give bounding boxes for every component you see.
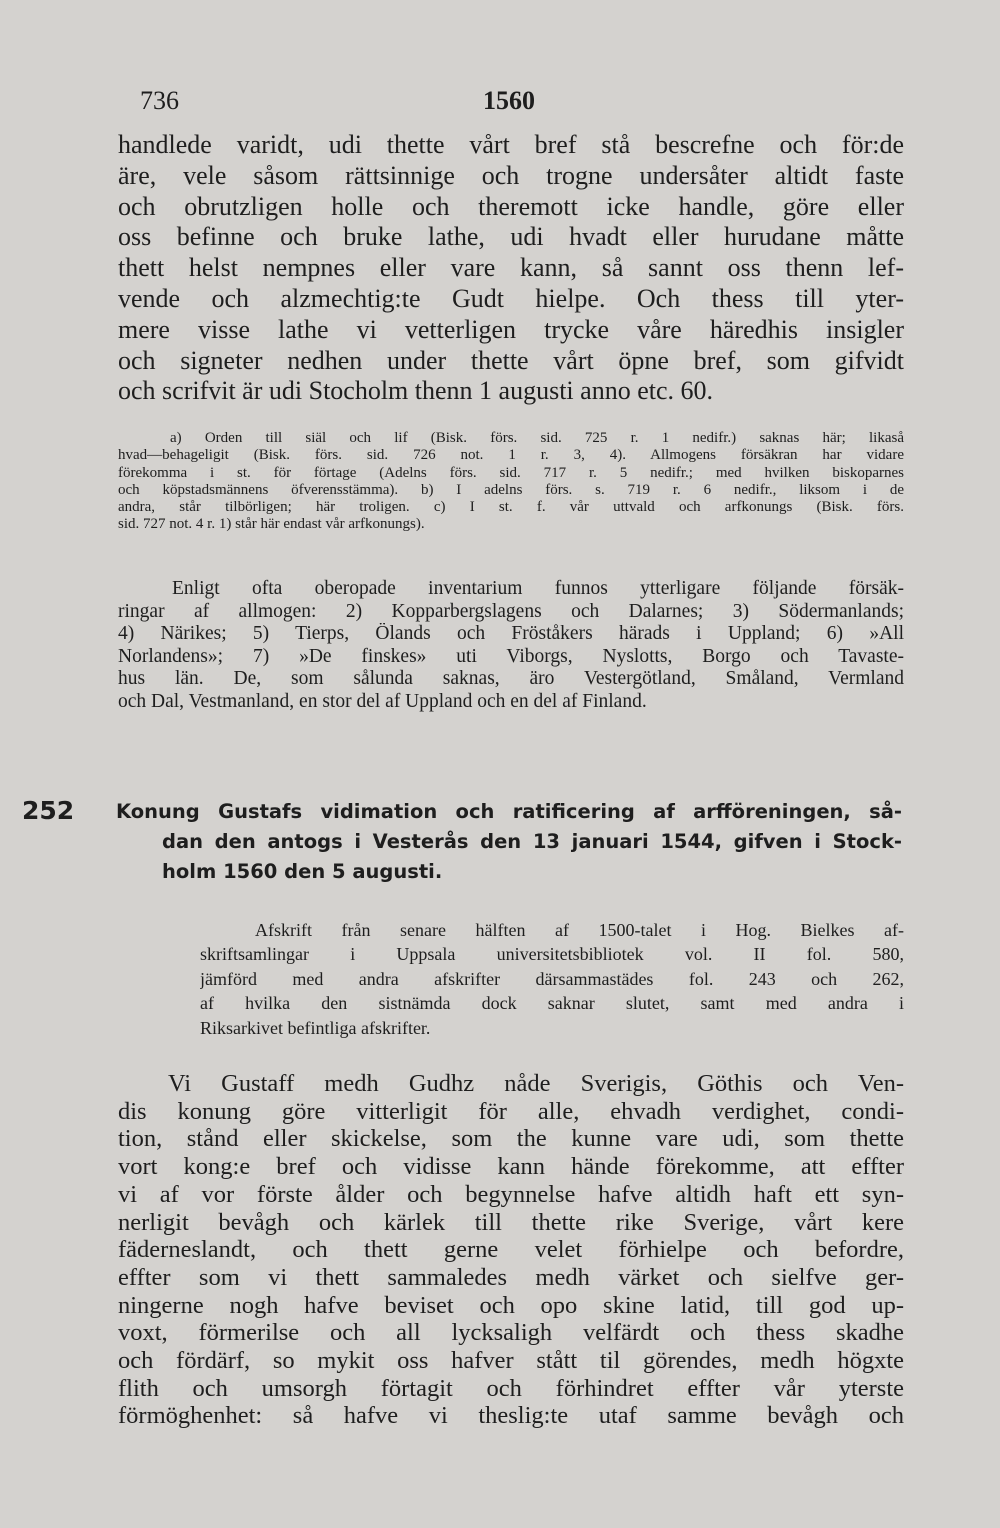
- text-line: äre, vele såsom rättsinnige och trogne undersåter altidt faste: [118, 160, 904, 190]
- letter-line: och fördärf, so mykit oss hafver stått til görendes, medh högxte: [118, 1347, 904, 1375]
- letter-line: flith och umsorgh förtagit och förhindret effter vår yterste: [118, 1374, 904, 1402]
- letter-line: nerligit bevågh och kärlek till thette rike Sverige, vårt kere: [118, 1208, 904, 1236]
- source-line: af hvilka den sistnämda dock saknar slutet, samt med andra i: [200, 993, 904, 1014]
- note-line: Norlandens»; 7) »De finskes» uti Viborgs, Nyslotts, Borgo och Tavaste-: [118, 645, 904, 667]
- note-line: ringar af allmogen: 2) Kopparbergslagens och Dalarnes; 3) Södermanlands;: [118, 600, 904, 622]
- source-line: Riksarkivet befintliga afskrifter.: [200, 1017, 431, 1038]
- text-line: oss befinne och bruke lathe, udi hvadt eller hurudane måtte: [118, 222, 904, 252]
- letter-line: voxt, förmerilse och all lycksaligh velfärdt och thess skadhe: [118, 1319, 904, 1347]
- heading-line: dan den antogs i Vesterås den 13 januari 1544, gifven i Stock-: [162, 830, 902, 853]
- note-line: och Dal, Vestmanland, en stor del af Uppland och en del af Finland.: [118, 690, 647, 712]
- heading-line: holm 1560 den 5 augusti.: [162, 860, 443, 883]
- text-line: och obrutzligen holle och theremott icke handle, göre eller: [118, 191, 904, 221]
- letter-line: fäderneslandt, och thett gerne velet förhielpe och befordre,: [118, 1236, 904, 1264]
- letter-text: [118, 1070, 904, 1430]
- letter-line: Vi Gustaff medh Gudhz nåde Sverigis, Göthis och Ven-: [168, 1070, 904, 1097]
- source-line: Afskrift från senare hälften af 1500-talet i Hog. Bielkes af-: [255, 920, 904, 940]
- footnotes: [118, 430, 904, 534]
- footnote-line: andra, står tilbörligen; här troligen. c) I st. f. vår uttvald och arfkonungs (Bisk. förs.: [118, 499, 904, 516]
- running-head-year: 1560: [483, 86, 535, 115]
- text-line: och signeter nedhen under thette vårt öpne bref, som gifvidt: [118, 345, 904, 375]
- footnote-line: hvad—behageligit (Bisk. förs. sid. 726 not. 1 r. 3, 4). Allmogens försäkran har vidare: [118, 447, 904, 464]
- text-line: mere visse lathe vi vetterligen trycke våre häredhis insigler: [118, 314, 904, 344]
- footnote-line: och köpstadsmännens öfverensstämma). b) I adelns förs. s. 719 r. 6 nedifr., liksom i de: [118, 481, 904, 498]
- letter-line: ningerne nogh hafve beviset och opo skine latid, till god up-: [118, 1291, 904, 1319]
- document-number: 252: [22, 796, 75, 825]
- letter-line: vort kong:e bref och vidisse kann hände förekomme, att effter: [118, 1153, 904, 1181]
- letter-line: effter som vi thett sammaledes medh värket och sielfve ger-: [118, 1263, 904, 1291]
- text-line: och scrifvit är udi Stocholm thenn 1 augusti anno etc. 60.: [118, 376, 713, 406]
- note-line: hus län. De, som sålunda saknas, äro Vestergötland, Småland, Vermland: [118, 668, 904, 690]
- footnote-line: sid. 727 not. 4 r. 1) står här endast vår arfkonungs).: [118, 516, 425, 533]
- footnote-line: förekomma i st. för förtage (Adelns förs. sid. 717 r. 5 nedifr.; med hvilken biskoparnes: [118, 464, 904, 481]
- editorial-note: [118, 578, 904, 714]
- note-line: 4) Närikes; 5) Tierps, Ölands och Fröståkers härads i Uppland; 6) »All: [118, 623, 904, 645]
- footnote-line: a) Orden till siäl och lif (Bisk. förs. sid. 725 r. 1 nedifr.) saknas här; likaså: [170, 430, 904, 446]
- letter-line: vi af vor förste ålder och begynnelse hafve altidh haft ett syn-: [118, 1180, 904, 1208]
- source-line: jämförd med andra afskrifter därsammastädes fol. 243 och 262,: [200, 968, 904, 989]
- text-line: thett helst nempnes eller vare kann, så sannt oss thenn lef-: [118, 253, 904, 283]
- page-number: 736: [140, 86, 179, 115]
- text-line: handlede varidt, udi thette vårt bref stå bescrefne och för:de: [118, 130, 904, 159]
- source-line: skriftsamlingar i Uppsala universitetsbibliotek vol. II fol. 580,: [200, 944, 904, 965]
- heading-line: Konung Gustafs vidimation och ratificering af arfföreningen, så-: [116, 800, 902, 823]
- source-note: [200, 918, 904, 1040]
- letter-line: förmöghenhet: så hafve vi theslig:te utaf samme bevågh och: [118, 1402, 904, 1430]
- document-heading: [116, 797, 902, 887]
- text-line: vende och alzmechtig:te Gudt hielpe. Och thess till yter-: [118, 283, 904, 313]
- letter-line: tion, stånd eller skickelse, som the kunne vare udi, som thette: [118, 1125, 904, 1153]
- note-line: Enligt ofta oberopade inventarium funnos ytterligare följande försäk-: [172, 578, 904, 599]
- letter-line: dis konung göre vitterligit för alle, ehvadh verdighet, condi-: [118, 1097, 904, 1125]
- main-text: [118, 130, 904, 407]
